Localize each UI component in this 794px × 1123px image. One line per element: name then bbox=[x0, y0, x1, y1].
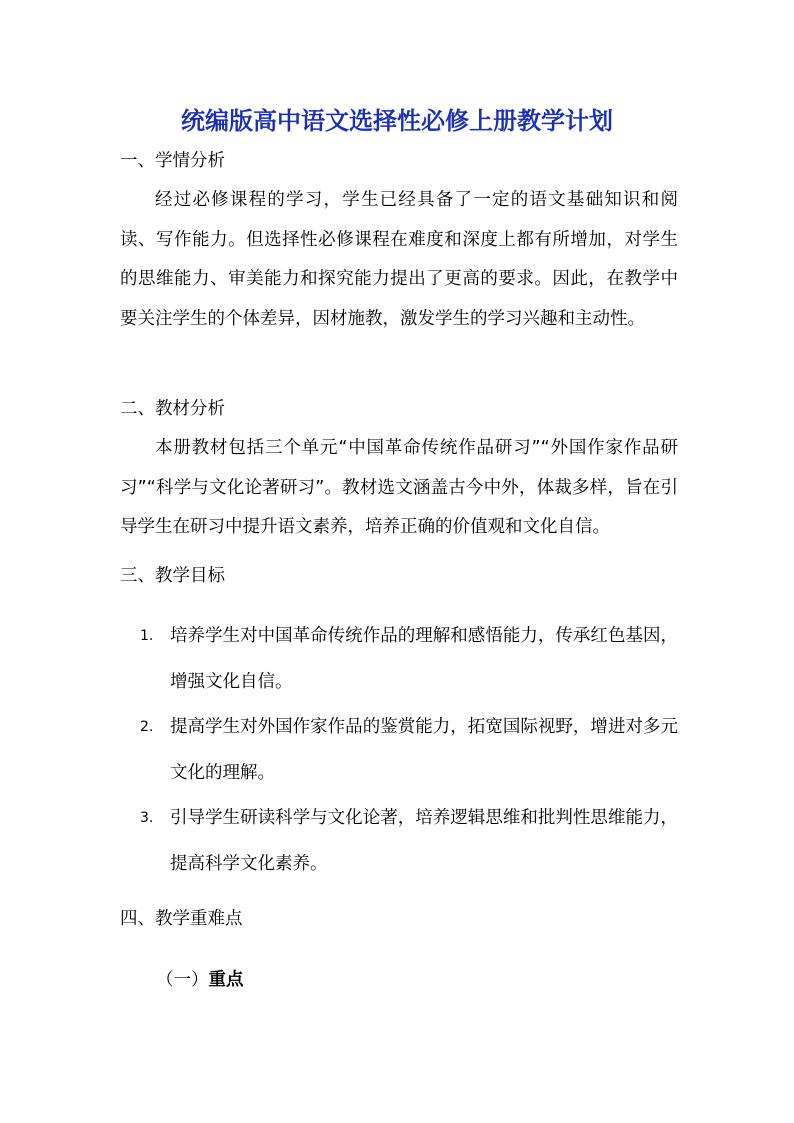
section-paragraph-learner-analysis bbox=[120, 181, 678, 339]
document-title: 统编版高中语文选择性必修上册教学计划 bbox=[181, 107, 613, 135]
list-text: 培养学生对中国革命传统作品的理解和感悟能力，传承红色基因，增强文化自信。 bbox=[170, 626, 678, 692]
section-heading-textbook-analysis: 二、教材分析 bbox=[120, 399, 225, 419]
section-heading-learner-analysis: 一、学情分析 bbox=[120, 151, 225, 171]
section-heading-teaching-goals: 三、教学目标 bbox=[120, 566, 225, 586]
list-number: 3. bbox=[140, 810, 154, 826]
section-paragraph-textbook-analysis bbox=[120, 429, 678, 548]
paragraph-text: 经过必修课程的学习，学生已经具备了一定的语文基础知识和阅读、写作能力。但选择性必修课程在难度和深度上都有所增加，对学生的思维能力、审美能力和探究能力提出了更高的要求。因此，在教学中要关注学生的个体差异，因材施教，激发学生的学习兴趣和主动性。 bbox=[120, 190, 678, 329]
subheading-prefix: （一） bbox=[156, 970, 209, 990]
paragraph-text: 本册教材包括三个单元“中国革命传统作品研习”“外国作家作品研习”“科学与文化论著研习”。教材选文涵盖古今中外，体裁多样，旨在引导学生在研习中提升语文素养，培养正确的价值观和文化自信。 bbox=[120, 438, 678, 537]
list-text: 引导学生研读科学与文化论著，培养逻辑思维和批判性思维能力，提高科学文化素养。 bbox=[170, 808, 678, 874]
subheading-label: 重点 bbox=[208, 970, 244, 990]
list-number: 2. bbox=[140, 719, 154, 735]
list-text: 提高学生对外国作家作品的鉴赏能力，拓宽国际视野，增进对多元文化的理解。 bbox=[170, 717, 678, 783]
subheading-key-points bbox=[156, 967, 244, 993]
list-number: 1. bbox=[140, 628, 154, 644]
section-heading-key-difficulties: 四、教学重难点 bbox=[120, 909, 243, 929]
